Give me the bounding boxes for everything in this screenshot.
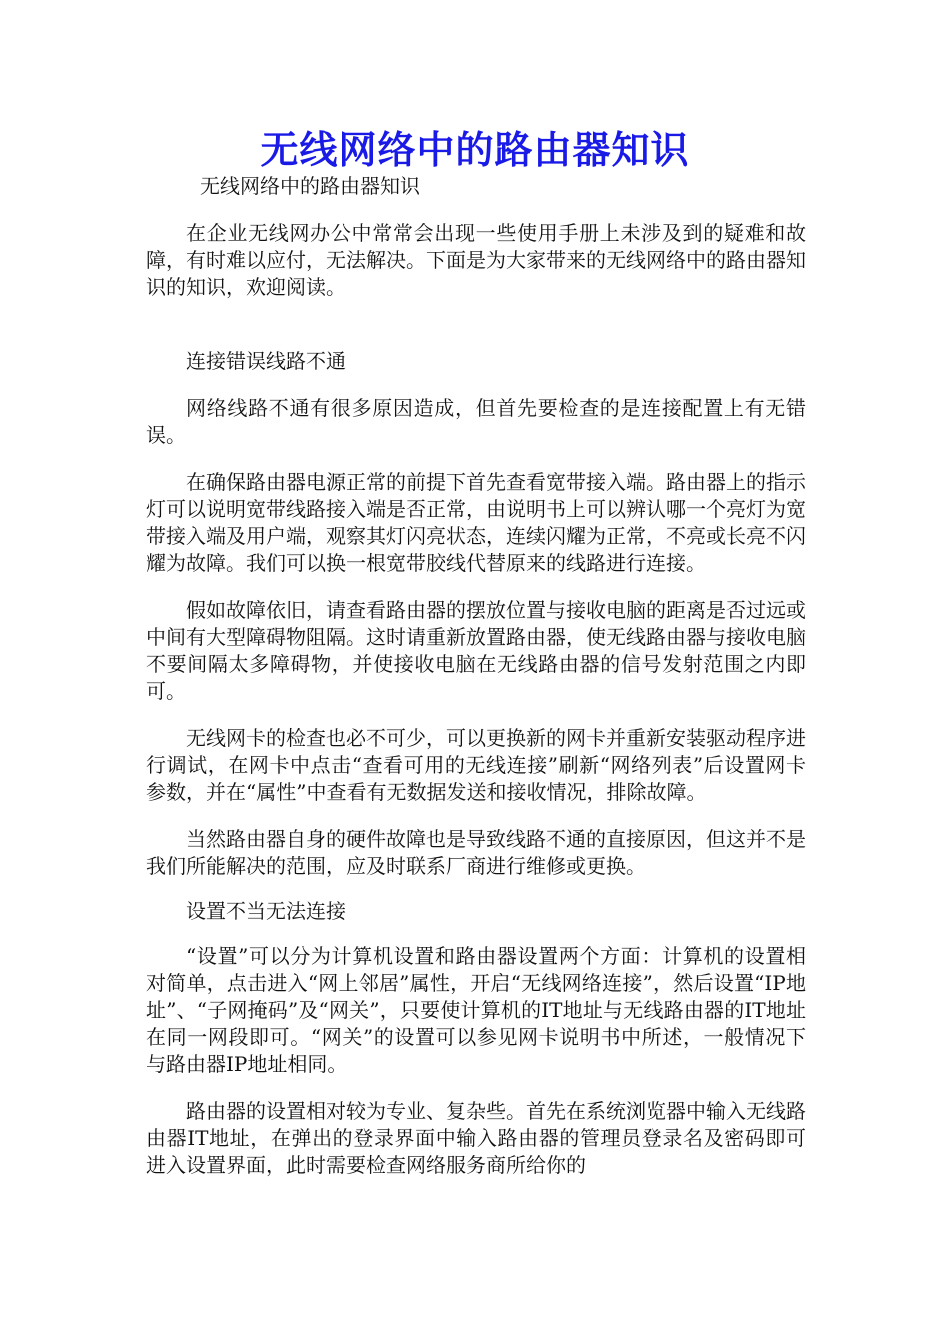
paragraph: “设置”可以分为计算机设置和路由器设置两个方面：计算机的设置相对简单，点击进入“网上邻居”属性，开启“无线网络连接”，然后设置“IP地址”、“子网掩码”及“网关”，只要使计算机的IT地址与无线路由器的IT地址在同一网段即可。“网关”的设置可以参见网卡说明书中所述，一般情况下与路由器IP地址相同。 <box>146 944 806 1076</box>
paragraph: 网络线路不通有很多原因造成，但首先要检查的是连接配置上有无错误。 <box>146 396 806 447</box>
paragraph: 在确保路由器电源正常的前提下首先查看宽带接入端。路由器上的指示灯可以说明宽带线路接入端是否正常，由说明书上可以辨认哪一个亮灯为宽带接入端及用户端，观察其灯闪亮状态，连续闪耀为正常，不亮或长亮不闪耀为故障。我们可以换一根宽带胶线代替原来的线路进行连接。 <box>146 470 806 575</box>
paragraph: 无线网卡的检查也必不可少，可以更换新的网卡并重新安装驱动程序进行调试，在网卡中点击“查看可用的无线连接”刷新“网络列表”后设置网卡参数，并在“属性”中查看有无数据发送和接收情况，排除故障。 <box>146 726 806 804</box>
section-heading-line-failure: 连接错误线路不通 <box>186 349 346 373</box>
section-heading-settings: 设置不当无法连接 <box>186 899 346 923</box>
paragraph-intro: 在企业无线网办公中常常会出现一些使用手册上未涉及到的疑难和故障，有时难以应付，无法解决。下面是为大家带来的无线网络中的路由器知识的知识，欢迎阅读。 <box>146 221 806 299</box>
paragraph: 当然路由器自身的硬件故障也是导致线路不通的直接原因，但这并不是我们所能解决的范围，应及时联系厂商进行维修或更换。 <box>146 827 806 878</box>
document-subtitle: 无线网络中的路由器知识 <box>200 174 420 198</box>
paragraph: 假如故障依旧，请查看路由器的摆放位置与接收电脑的距离是否过远或中间有大型障碍物阻隔。这时请重新放置路由器，使无线路由器与接收电脑不要间隔太多障碍物，并使接收电脑在无线路由器的信号发射范围之内即可。 <box>146 598 806 703</box>
paragraph: 路由器的设置相对较为专业、复杂些。首先在系统浏览器中输入无线路由器IT地址，在弹出的登录界面中输入路由器的管理员登录名及密码即可进入设置界面，此时需要检查网络服务商所给你的 <box>146 1099 806 1177</box>
document-body <box>146 220 806 1179</box>
document-title: 无线网络中的路由器知识 <box>260 128 690 172</box>
